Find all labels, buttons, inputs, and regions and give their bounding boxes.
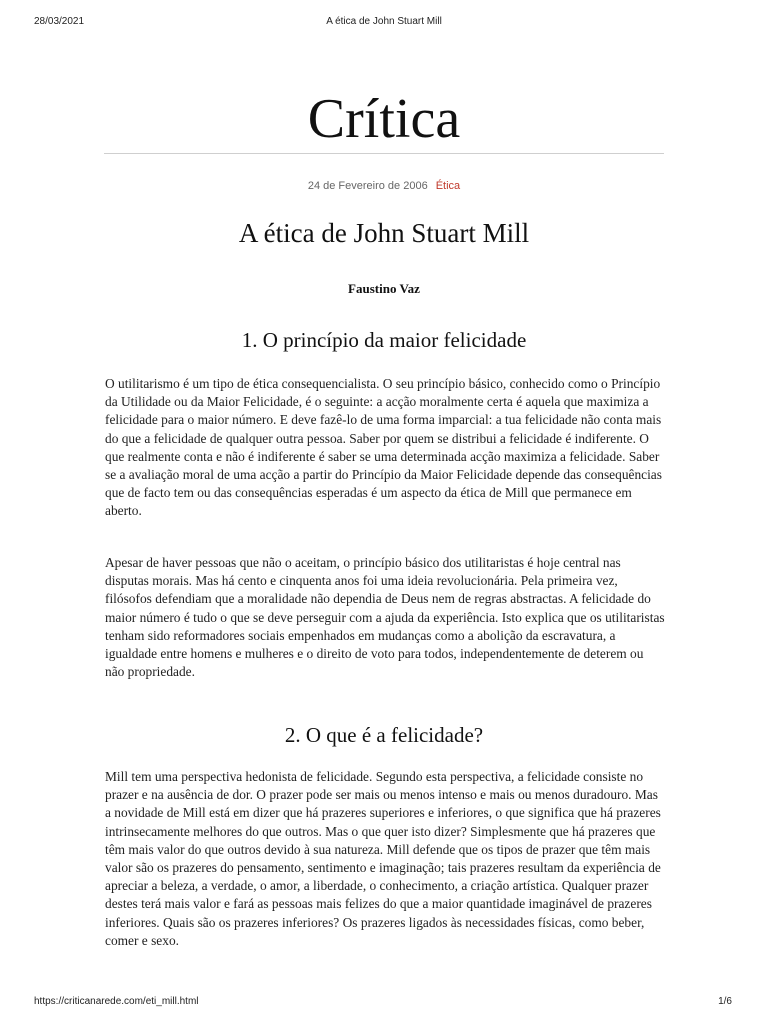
print-url: https://criticanarede.com/eti_mill.html <box>34 996 199 1007</box>
article-title: A ética de John Stuart Mill <box>238 218 530 248</box>
print-date: 28/03/2021 <box>34 16 85 27</box>
header-divider <box>104 153 664 154</box>
section-1-paragraph-1: O utilitarismo é um tipo de ética consequencialista. O seu princípio básico, conhecido como o Princípio da Utilidade ou da Maior Felicidade, é o seguinte: a acção moralmente certa é aquela que maximiza a felicidade para o maior número. E deve fazê-lo de uma forma imparcial: a tua felicidade não conta mais do que a felicidade de qualquer outra pessoa. Saber por quem se distribui a felicidade é indiferente. O que realmente conta e não é indiferente é saber se uma determinada acção maximiza a felicidade. Saber se a avaliação moral de uma acção a partir do Princípio da Maior Felicidade depende das consequências que de facto tem ou das consequências esperadas é um aspecto da ética de Mill que permanece em aberto. <box>105 376 662 519</box>
section-heading-2: 2. O que é a felicidade? <box>284 723 484 747</box>
print-page-number: 1/6 <box>718 996 732 1007</box>
section-2-paragraph-1: Mill tem uma perspectiva hedonista de felicidade. Segundo esta perspectiva, a felicidade consiste no prazer e na ausência de dor. O prazer pode ser mais ou menos intenso e mais ou menos duradouro. Mas a novidade de Mill está em dizer que há prazeres superiores e inferiores, o que significa que há prazeres intrinsecamente melhores do que outros. Mas o que quer isto dizer? Simplesmente que há prazeres que têm mais valor do que outros devido à sua natureza. Mill defende que os tipos de prazer que têm mais valor são os prazeres do pensamento, sentimento e imaginação; tais prazeres resultam da experiência de apreciar a beleza, a verdade, o amor, a liberdade, o conhecimento, a criação artística. Qualquer prazer destes terá mais valor e fará as pessoas mais felizes do que a maior quantidade imaginável de prazeres inferiores. Quais são os prazeres inferiores? Os prazeres ligados às necessidades físicas, como beber, comer e sexo. <box>105 769 661 948</box>
article-meta <box>0 180 768 192</box>
print-document-title: A ética de John Stuart Mill <box>326 16 442 27</box>
section-1-paragraph-2: Apesar de haver pessoas que não o aceitam, o princípio básico dos utilitaristas é hoje central nas disputas morais. Mas há cento e cinquenta anos foi uma ideia revolucionária. Pela primeira vez, filósofos defendiam que a moralidade não dependia de Deus nem de regras abstractas. A felicidade do maior número é tudo o que se deve perseguir com a ajuda da experiência. Isto explica que os utilitaristas tenham sido reformadores sociais empenhados em mudanças como a abolição da escravatura, a igualdade entre homens e mulheres e o direito de voto para todos, independentemente de deterem ou não propriedade. <box>105 555 665 680</box>
site-logo-title[interactable]: Crítica <box>307 88 461 150</box>
section-heading-1: 1. O princípio da maior felicidade <box>241 328 527 352</box>
article-author: Faustino Vaz <box>348 281 420 296</box>
article-category-link[interactable]: Ética <box>435 180 461 192</box>
article-date: 24 de Fevereiro de 2006 <box>307 180 428 192</box>
